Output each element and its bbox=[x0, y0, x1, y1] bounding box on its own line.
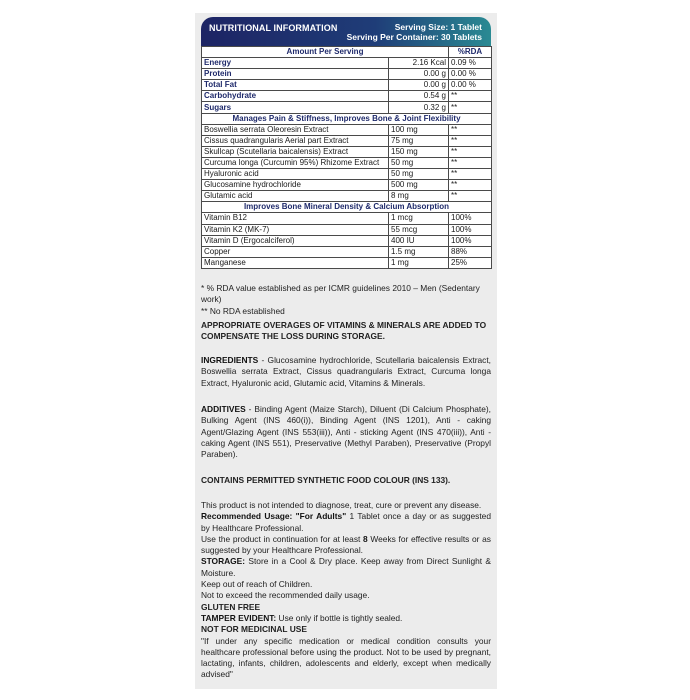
tamper-text: Use only if bottle is tightly sealed. bbox=[276, 612, 403, 623]
storage-paragraph bbox=[201, 556, 491, 579]
usage-label: Recommended Usage: bbox=[201, 511, 293, 522]
dose-limit: Not to exceed the recommended daily usage. bbox=[201, 590, 370, 601]
ingredient-value: 8 mg bbox=[389, 191, 449, 202]
ingredients-text: - Glucosamine hydrochloride, Scutellaria baicalensis Extract, Boswellia serrata Extract, Cissus quadrangularis Extract, Curcuma longa Extract, Hyaluronic acid, Glutamic acid, Vitamins & Minerals. bbox=[201, 355, 491, 388]
nutrient-rda: ** bbox=[449, 91, 492, 102]
table-row bbox=[202, 157, 492, 168]
nutrient-value: 0.00 g bbox=[389, 80, 449, 91]
table-row bbox=[202, 213, 492, 224]
table-row bbox=[202, 224, 492, 235]
ingredient-rda: ** bbox=[449, 124, 492, 135]
serving-info bbox=[347, 22, 482, 42]
section-title-row bbox=[202, 202, 492, 213]
storage-text: Store in a Cool & Dry place. Keep away from Direct Sunlight & Moisture. bbox=[201, 556, 491, 578]
section1-title: Manages Pain & Stiffness, Improves Bone & Joint Flexibility bbox=[202, 113, 492, 124]
ingredient-value: 50 mg bbox=[389, 169, 449, 180]
ingredient-name: Vitamin B12 bbox=[202, 213, 389, 224]
not-medicinal: NOT FOR MEDICINAL USE bbox=[201, 624, 307, 635]
continuation-post: Weeks for effective results or as suggested by your Healthcare Professional. bbox=[201, 533, 491, 556]
ingredient-name: Cissus quadrangularis Aerial part Extract bbox=[202, 135, 389, 146]
section-title-row bbox=[202, 113, 492, 124]
additives-text: - Binding Agent (Maize Starch), Diluent (Di Calcium Phosphate), Bulking Agent (INS 460(i)), Binding Agent (INS 1201), Anti - caking Agent/Glazing Agent (INS 553(iii)), Anti - sticking Agent (INS 470(iii)), Anti - caking Agent (INS 551), Preservative (Methyl Paraben), Preservative (Propyl Paraben). bbox=[201, 404, 491, 460]
additives-block bbox=[201, 404, 491, 460]
rda-footnote: * % RDA value established as per ICMR guidelines 2010 – Men (Sedentary work) bbox=[201, 283, 480, 305]
ingredient-value: 50 mg bbox=[389, 157, 449, 168]
nutrient-name: Total Fat bbox=[202, 80, 389, 91]
ingredient-value: 1 mg bbox=[389, 257, 449, 268]
ingredient-value: 1 mcg bbox=[389, 213, 449, 224]
table-header-row bbox=[202, 47, 492, 58]
storage-label: STORAGE: bbox=[201, 556, 246, 567]
ingredient-name: Manganese bbox=[202, 257, 389, 268]
ingredient-value: 500 mg bbox=[389, 180, 449, 191]
usage-for: "For Adults" bbox=[295, 511, 347, 522]
ingredient-rda: ** bbox=[449, 191, 492, 202]
usage-text: 1 Tablet once a day or as suggested by Healthcare Professional. bbox=[201, 511, 491, 533]
section2-title: Improves Bone Mineral Density & Calcium Absorption bbox=[202, 202, 492, 213]
continuation-paragraph bbox=[201, 534, 491, 557]
table-row bbox=[202, 69, 492, 80]
table-row bbox=[202, 235, 492, 246]
ingredient-name: Glutamic acid bbox=[202, 191, 389, 202]
ingredient-value: 55 mcg bbox=[389, 224, 449, 235]
table-row bbox=[202, 191, 492, 202]
ingredient-name: Skullcap (Scutellaria baicalensis) Extract bbox=[202, 146, 389, 157]
nutrient-rda: 0.09 % bbox=[449, 58, 492, 69]
table-row bbox=[202, 102, 492, 113]
nutrient-value: 0.00 g bbox=[389, 69, 449, 80]
col-amount-header: Amount Per Serving bbox=[202, 47, 449, 58]
usage-paragraph bbox=[201, 511, 491, 534]
ingredient-rda: 88% bbox=[449, 246, 492, 257]
table-row bbox=[202, 246, 492, 257]
header-title: NUTRITIONAL INFORMATION bbox=[209, 23, 338, 33]
ingredient-rda: 100% bbox=[449, 213, 492, 224]
continuation-weeks: 8 bbox=[363, 533, 368, 544]
nutrition-header bbox=[201, 17, 491, 47]
nutrient-value: 2.16 Kcal bbox=[389, 58, 449, 69]
ingredient-value: 1.5 mg bbox=[389, 246, 449, 257]
nutrient-rda: 0.00 % bbox=[449, 69, 492, 80]
ingredient-name: Vitamin K2 (MK-7) bbox=[202, 224, 389, 235]
table-row bbox=[202, 180, 492, 191]
tamper-paragraph bbox=[201, 613, 491, 624]
ingredient-rda: ** bbox=[449, 157, 492, 168]
children-warning: Keep out of reach of Children. bbox=[201, 579, 313, 590]
nutrition-table bbox=[201, 46, 492, 269]
no-rda-footnote: ** No RDA established bbox=[201, 305, 285, 316]
serving-size: Serving Size: 1 Tablet bbox=[394, 22, 482, 32]
table-row bbox=[202, 91, 492, 102]
nutrient-name: Energy bbox=[202, 58, 389, 69]
nutrient-rda: ** bbox=[449, 102, 492, 113]
ingredient-value: 150 mg bbox=[389, 146, 449, 157]
nutrient-rda: 0.00 % bbox=[449, 80, 492, 91]
col-rda-header: %RDA bbox=[449, 47, 492, 58]
table-row bbox=[202, 146, 492, 157]
ingredient-rda: ** bbox=[449, 135, 492, 146]
ingredient-name: Copper bbox=[202, 246, 389, 257]
colour-note: CONTAINS PERMITTED SYNTHETIC FOOD COLOUR (INS 133). bbox=[201, 475, 451, 485]
ingredients-block bbox=[201, 355, 491, 389]
ingredient-rda: 100% bbox=[449, 224, 492, 235]
ingredient-name: Boswellia serrata Oleoresin Extract bbox=[202, 124, 389, 135]
nutrient-value: 0.32 g bbox=[389, 102, 449, 113]
table-row bbox=[202, 257, 492, 268]
nutrient-name: Protein bbox=[202, 69, 389, 80]
ingredient-value: 75 mg bbox=[389, 135, 449, 146]
table-row bbox=[202, 124, 492, 135]
overages-note: APPROPRIATE OVERAGES OF VITAMINS & MINERALS ARE ADDED TO COMPENSATE THE LOSS DURING STORAGE. bbox=[201, 320, 487, 342]
medical-warning: "If under any specific medication or medical condition consults your healthcare professional before using the product. Not to be used by pregnant, lactating, infants, children, adolescents and elderly, except when medically advised" bbox=[201, 635, 491, 680]
ingredient-rda: 25% bbox=[449, 257, 492, 268]
table-row bbox=[202, 169, 492, 180]
footnotes bbox=[201, 283, 491, 317]
nutrient-name: Sugars bbox=[202, 102, 389, 113]
ingredient-rda: ** bbox=[449, 169, 492, 180]
ingredient-name: Glucosamine hydrochloride bbox=[202, 180, 389, 191]
servings-per-container: Serving Per Container: 30 Tablets bbox=[346, 32, 482, 42]
continuation-pre: Use the product in continuation for at least bbox=[201, 533, 364, 544]
disclaimer: This product is not intended to diagnose, treat, cure or prevent any disease. bbox=[201, 500, 482, 510]
nutrient-name: Carbohydrate bbox=[202, 91, 389, 102]
table-row bbox=[202, 135, 492, 146]
ingredient-value: 400 IU bbox=[389, 235, 449, 246]
ingredient-rda: ** bbox=[449, 180, 492, 191]
ingredient-name: Hyaluronic acid bbox=[202, 169, 389, 180]
ingredient-name: Vitamin D (Ergocalciferol) bbox=[202, 235, 389, 246]
ingredients-label: INGREDIENTS bbox=[201, 355, 259, 365]
ingredient-rda: 100% bbox=[449, 235, 492, 246]
table-row bbox=[202, 58, 492, 69]
product-info bbox=[201, 500, 491, 681]
ingredient-value: 100 mg bbox=[389, 124, 449, 135]
additives-label: ADDITIVES bbox=[201, 404, 246, 414]
gluten-free: GLUTEN FREE bbox=[201, 601, 261, 612]
ingredient-name: Curcuma longa (Curcumin 95%) Rhizome Extract bbox=[202, 157, 389, 168]
table-row bbox=[202, 80, 492, 91]
ingredient-rda: ** bbox=[449, 146, 492, 157]
tamper-label: TAMPER EVIDENT: bbox=[201, 612, 277, 623]
nutrient-value: 0.54 g bbox=[389, 91, 449, 102]
